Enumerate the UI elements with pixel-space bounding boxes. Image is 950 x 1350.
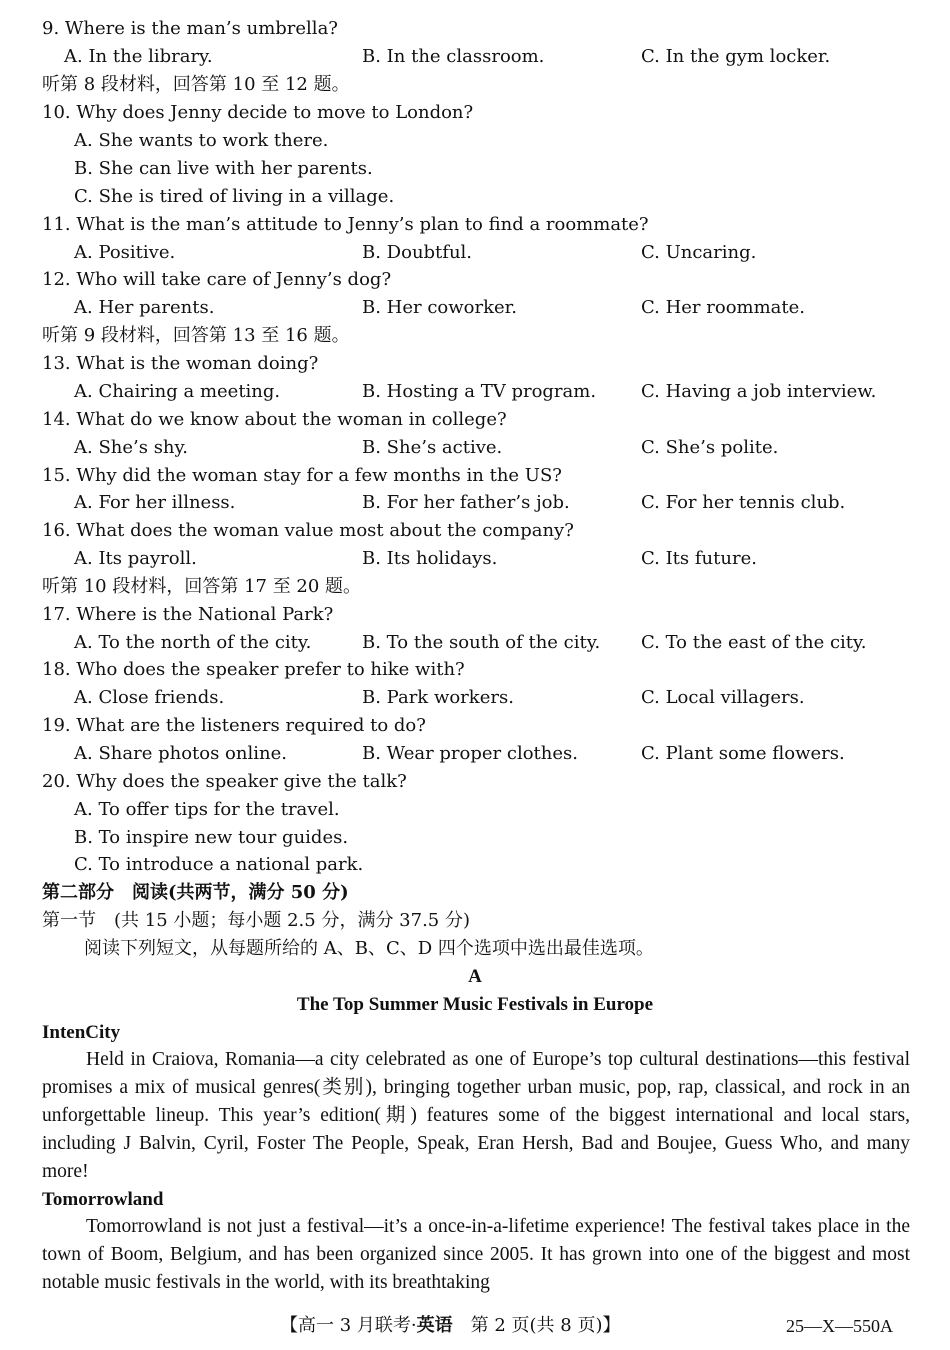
footer-subject: 英语: [416, 1315, 453, 1336]
question-19-stem: 19. What are the listeners required to do?: [42, 715, 426, 736]
footer-page: 第 2 页(共 8 页)】: [452, 1315, 621, 1336]
reading-instruction: 阅读下列短文，从每题所给的 A、B、C、D 四个选项中选出最佳选项。: [84, 938, 654, 959]
question-12-option-a: A. Her parents.: [74, 297, 215, 318]
question-14-option-c: C. She’s polite.: [641, 437, 779, 458]
question-15-stem: 15. Why did the woman stay for a few months in the US?: [42, 465, 562, 486]
question-19-option-a: A. Share photos online.: [74, 743, 287, 764]
question-11-option-a: A. Positive.: [74, 242, 176, 263]
question-18-option-c: C. Local villagers.: [641, 687, 805, 708]
question-16-option-c: C. Its future.: [641, 548, 757, 569]
passage-title: The Top Summer Music Festivals in Europe: [296, 994, 654, 1015]
question-9-option-a: A. In the library.: [64, 46, 213, 67]
question-19-option-b: B. Wear proper clothes.: [362, 743, 578, 764]
passage-letter: A: [468, 966, 482, 987]
festival-1-paragraph: Held in Craiova, Romania—a city celebrated as one of Europe’s top cultural destinations—this festival promises a mix of musical genres(类别), bringing together urban music, pop, rap, classical, and rock in an unforgettable lineup. This year’s edition(期) features some of the biggest international and local stars, including J Balvin, Cyril, Foster The People, Speak, Eran Hersh, Bad and Boujee, Guess Who, and many more!: [42, 1049, 910, 1182]
question-9-option-c: C. In the gym locker.: [641, 46, 831, 67]
question-10-option-b: B. She can live with her parents.: [74, 158, 373, 179]
festival-1-name: IntenCity: [42, 1022, 121, 1043]
question-17-option-a: A. To the north of the city.: [74, 632, 312, 653]
question-12-option-c: C. Her roommate.: [641, 297, 806, 318]
question-9-option-b: B. In the classroom.: [362, 46, 545, 67]
question-20-stem: 20. Why does the speaker give the talk?: [42, 771, 407, 792]
question-11-option-c: C. Uncaring.: [641, 242, 757, 263]
question-11-stem: 11. What is the man’s attitude to Jenny’s plan to find a roommate?: [42, 214, 649, 235]
footer-code: 25—X—550A: [786, 1316, 893, 1336]
question-14-stem: 14. What do we know about the woman in college?: [42, 409, 507, 430]
question-20-option-a: A. To offer tips for the travel.: [74, 799, 340, 820]
question-15-option-b: B. For her father’s job.: [362, 492, 570, 513]
page-footer: [280, 1313, 620, 1339]
question-13-option-c: C. Having a job interview.: [641, 381, 877, 402]
question-14-option-b: B. She’s active.: [362, 437, 503, 458]
segment-9-instruction: 听第 9 段材料，回答第 13 至 16 题。: [42, 325, 350, 346]
question-14-option-a: A. She’s shy.: [74, 437, 189, 458]
question-18-option-b: B. Park workers.: [362, 687, 514, 708]
footer-exam: 【高一 3 月联考·: [280, 1315, 417, 1336]
question-10-option-a: A. She wants to work there.: [74, 130, 329, 151]
question-20-option-b: B. To inspire new tour guides.: [74, 827, 349, 848]
segment-8-instruction: 听第 8 段材料，回答第 10 至 12 题。: [42, 74, 350, 95]
question-17-option-b: B. To the south of the city.: [362, 632, 601, 653]
question-15-option-c: C. For her tennis club.: [641, 492, 846, 513]
festival-2-paragraph: Tomorrowland is not just a festival—it’s a once-in-a-lifetime experience! The festival takes place in the town of Boom, Belgium, and has been organized since 2005. It has grown into one of the biggest and most notable music festivals in the world, with its breathtaking: [42, 1216, 910, 1293]
question-10-stem: 10. Why does Jenny decide to move to London?: [42, 102, 474, 123]
question-11-option-b: B. Doubtful.: [362, 242, 473, 263]
question-20-option-c: C. To introduce a national park.: [74, 854, 364, 875]
question-15-option-a: A. For her illness.: [74, 492, 236, 513]
question-16-option-b: B. Its holidays.: [362, 548, 498, 569]
question-16-option-a: A. Its payroll.: [74, 548, 197, 569]
question-13-option-a: A. Chairing a meeting.: [74, 381, 281, 402]
part-2-title: 第二部分 阅读(共两节，满分 50 分): [42, 882, 349, 903]
question-16-stem: 16. What does the woman value most about the company?: [42, 520, 574, 541]
question-13-option-b: B. Hosting a TV program.: [362, 381, 597, 402]
festival-2-name: Tomorrowland: [42, 1189, 164, 1210]
question-13-stem: 13. What is the woman doing?: [42, 353, 319, 374]
question-12-stem: 12. Who will take care of Jenny’s dog?: [42, 269, 392, 290]
question-12-option-b: B. Her coworker.: [362, 297, 518, 318]
question-9-stem: 9. Where is the man’s umbrella?: [42, 18, 338, 39]
question-17-stem: 17. Where is the National Park?: [42, 604, 334, 625]
segment-10-instruction: 听第 10 段材料，回答第 17 至 20 题。: [42, 576, 362, 597]
question-18-stem: 18. Who does the speaker prefer to hike with?: [42, 659, 465, 680]
question-18-option-a: A. Close friends.: [74, 687, 225, 708]
question-19-option-c: C. Plant some flowers.: [641, 743, 845, 764]
section-1-title: 第一节 (共 15 小题；每小题 2.5 分，满分 37.5 分): [42, 910, 470, 931]
question-10-option-c: C. She is tired of living in a village.: [74, 186, 395, 207]
question-17-option-c: C. To the east of the city.: [641, 632, 867, 653]
